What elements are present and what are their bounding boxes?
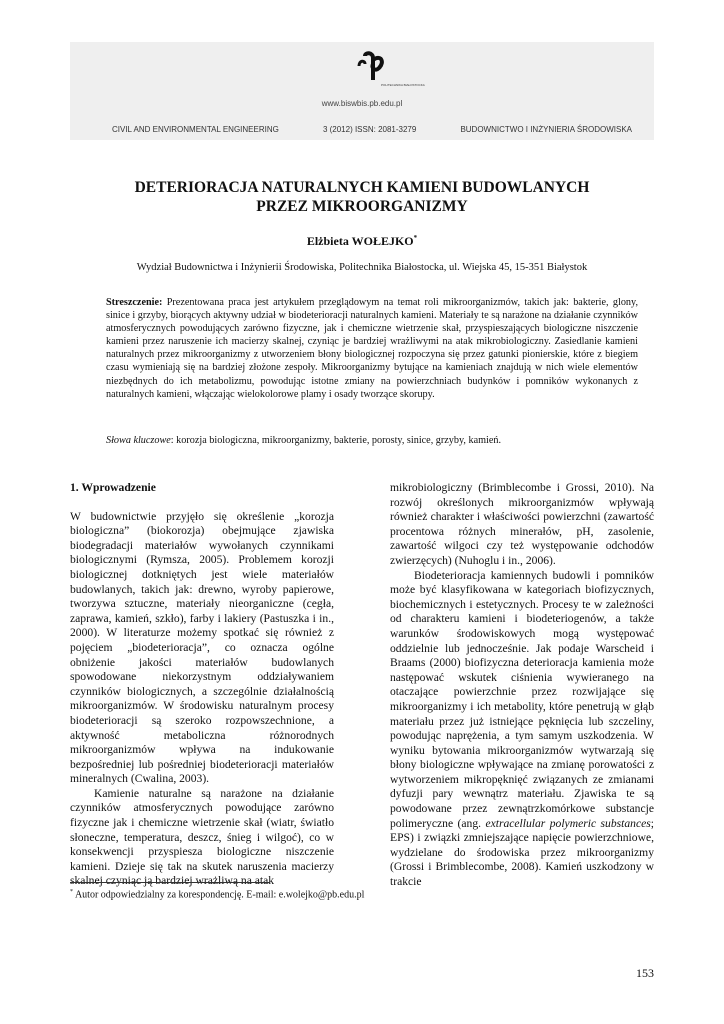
footnote-divider <box>70 882 270 883</box>
keywords <box>106 435 638 446</box>
author-name: Elżbieta WOŁEJKO <box>306 234 414 248</box>
title-line-2: PRZEZ MIKROORGANIZMY <box>256 198 468 215</box>
page-number: 153 <box>636 966 654 980</box>
paragraph-text: ; EPS) i związki zmniejszające napięcie powierzchniowe, wydzielane do środowiska przez mikroorganizmy (Grossi i Brimblecombe, 2008). Kamień uszkodzony w trakcie <box>390 816 654 889</box>
author <box>0 234 724 249</box>
journal-issue: 3 (2012) ISSN: 2081-3279 <box>322 125 417 134</box>
keywords-label: Słowa kluczowe <box>106 435 171 446</box>
journal-website: www.biswbis.pb.edu.pl <box>321 99 403 108</box>
author-footnote-mark: * <box>413 234 418 242</box>
university-logo-icon <box>351 50 425 90</box>
title-line-1: DETERIORACJA NATURALNYCH KAMIENI BUDOWLANYCH <box>134 179 590 196</box>
keywords-text: : korozja biologiczna, mikroorganizmy, bakterie, porosty, sinice, grzyby, kamień. <box>170 435 502 446</box>
paragraph-text: Biodeterioracja kamiennych budowli i pomników może być klasyfikowana w kategoriach biofizycznych, biochemicznych i estetycznych. Procesy te w zależności od charakteru kamieni i biodeteriogenów, a także warunków środowiskowych mogą występować oddzielnie lub jednocześnie. Jak podaje Warscheid i Braams (2000) biofizyczna deterioracja kamienia może następować wskutek ciśnienia wywieranego na otaczające powierzchnie przez rozwijające się mikroorganizmy i ich metabolity, które penetrują w głąb materiału przez już istniejące pęknięcia lub szczeliny, powodując naprężenia, a tym samym uszkodzenia. W wyniku bytowania mikroorganizmów wytwarzają się błony biologiczne wpływające na zmianę porowatości z wytworzeniem mikropęknięć związanych ze zmianami dyfuzji pary wewnątrz materiału. Zjawiska te są powodowane przez zewnątrzkomórkowe substancje polimeryczne (ang. <box>390 568 654 830</box>
abstract <box>106 296 638 401</box>
paragraph-italic-term: extracellular polymeric substances <box>485 816 651 830</box>
journal-name-en: CIVIL AND ENVIRONMENTAL ENGINEERING <box>112 125 279 134</box>
paragraph: Kamienie naturalne są narażone na działanie czynników atmosferycznych powodujące zarówno fizyczne jak i chemiczne wietrzenie skał (wiatr, światło słoneczne, temperatura, deszcz, śnieg i wilgoć), co w konsekwencji przyspiesza biologiczne niszczenie kamieni. Dzieje się tak na skutek naruszenia macierzy skalnej czyniąc ją bardziej wrażliwą na atak <box>70 786 334 888</box>
article-title <box>92 178 632 216</box>
abstract-label: Streszczenie: <box>106 297 163 308</box>
logo-lettering: POLITECHNIKA BIAŁOSTOCKA <box>381 83 425 87</box>
paragraph <box>390 569 654 890</box>
footnote-mark: * <box>70 889 73 895</box>
abstract-text: Prezentowana praca jest artykułem przeglądowym na temat roli mikroorganizmów, takich jak: bakterie, glony, sinice i grzyby, biorących aktywny udział w biodeterioracji naturalnych kamieni. Materiały te są narażone na działanie czynników atmosferycznych powodujących zarówno fizyczne, jak i chemiczne wietrzenie skał, przyspieszających biologiczne niszczenie kamieni przez naruszenie ich macierzy skalnej, czyniąc je bardziej wrażliwymi na atak mikrobiologiczny. Zasiedlanie kamieni naturalnych przez mikroorganizmy z utworzeniem błony biologicznej rozpoczyna się przez gatunki pionierskie, które z biegiem czasu wymieniają się na bardziej złożone zespoły. Mikroorganizmy bytujące na kamieniach znajdują w nich wiele elementów niezbędnych do ich metabolizmu, powodując istotne zmiany na powierzchniach budynków i pomników wykonanych z naturalnych kamieni, włączając wielokolorowe plamy i osady tworzące skorupy. <box>106 297 638 400</box>
journal-name-pl: BUDOWNICTWO I INŻYNIERIA ŚRODOWISKA <box>460 125 632 134</box>
paragraph: W budownictwie przyjęło się określenie „korozja biologiczna” (biokorozja) obejmujące zjawiska biodegradacji materiałów wywołanych czynnikami biologicznymi (Rymsza, 2005). Problemem korozji biologicznej dotkniętych jest wiele materiałów budowlanych, takich jak: drewno, wyroby papierowe, tworzywa sztuczne, materiały nieorganiczne (cegła, zaprawa, kamień, szkło), farby i lakiery (Pastuszka i in., 2000). W literaturze możemy spotkać się również z pojęciem „biodeterioracja”, co oznacza ogólne obniżenie jakości materiałów budowlanych spowodowane niekorzystnym oddziaływaniem czynników biologicznych, a szczególnie działalnością mikroorganizmów. W środowisku naturalnym procesy biodeterioracji są szeroko rozpowszechnione, a aktywność metaboliczna różnorodnych mikroorganizmów wpływa na indukowanie bezpośredniej lub pośredniej biodeterioracji materiałów mineralnych (Cwalina, 2003). <box>70 509 334 786</box>
left-column <box>70 481 334 889</box>
right-column <box>390 481 654 890</box>
footnote-text: Autor odpowiedzialny za korespondencję. E-mail: e.wolejko@pb.edu.pl <box>73 889 365 901</box>
footnote <box>70 889 364 900</box>
journal-line <box>112 125 632 134</box>
affiliation: Wydział Budownictwa i Inżynierii Środowiska, Politechnika Białostocka, ul. Wiejska 45, 15-351 Białystok <box>136 262 588 273</box>
section-heading: 1. Wprowadzenie <box>70 481 156 494</box>
paragraph: mikrobiologiczny (Brimblecombe i Grossi, 2010). Na rozwój określonych mikroorganizmów wpływają również charakter i właściwości powierzchni (zawartość procentowa różnych minerałów, pH, zasolenie, zawartość wilgoci czy też występowanie odchodów zwierzęcych) (Nuhoglu i in., 2006). <box>390 481 654 567</box>
